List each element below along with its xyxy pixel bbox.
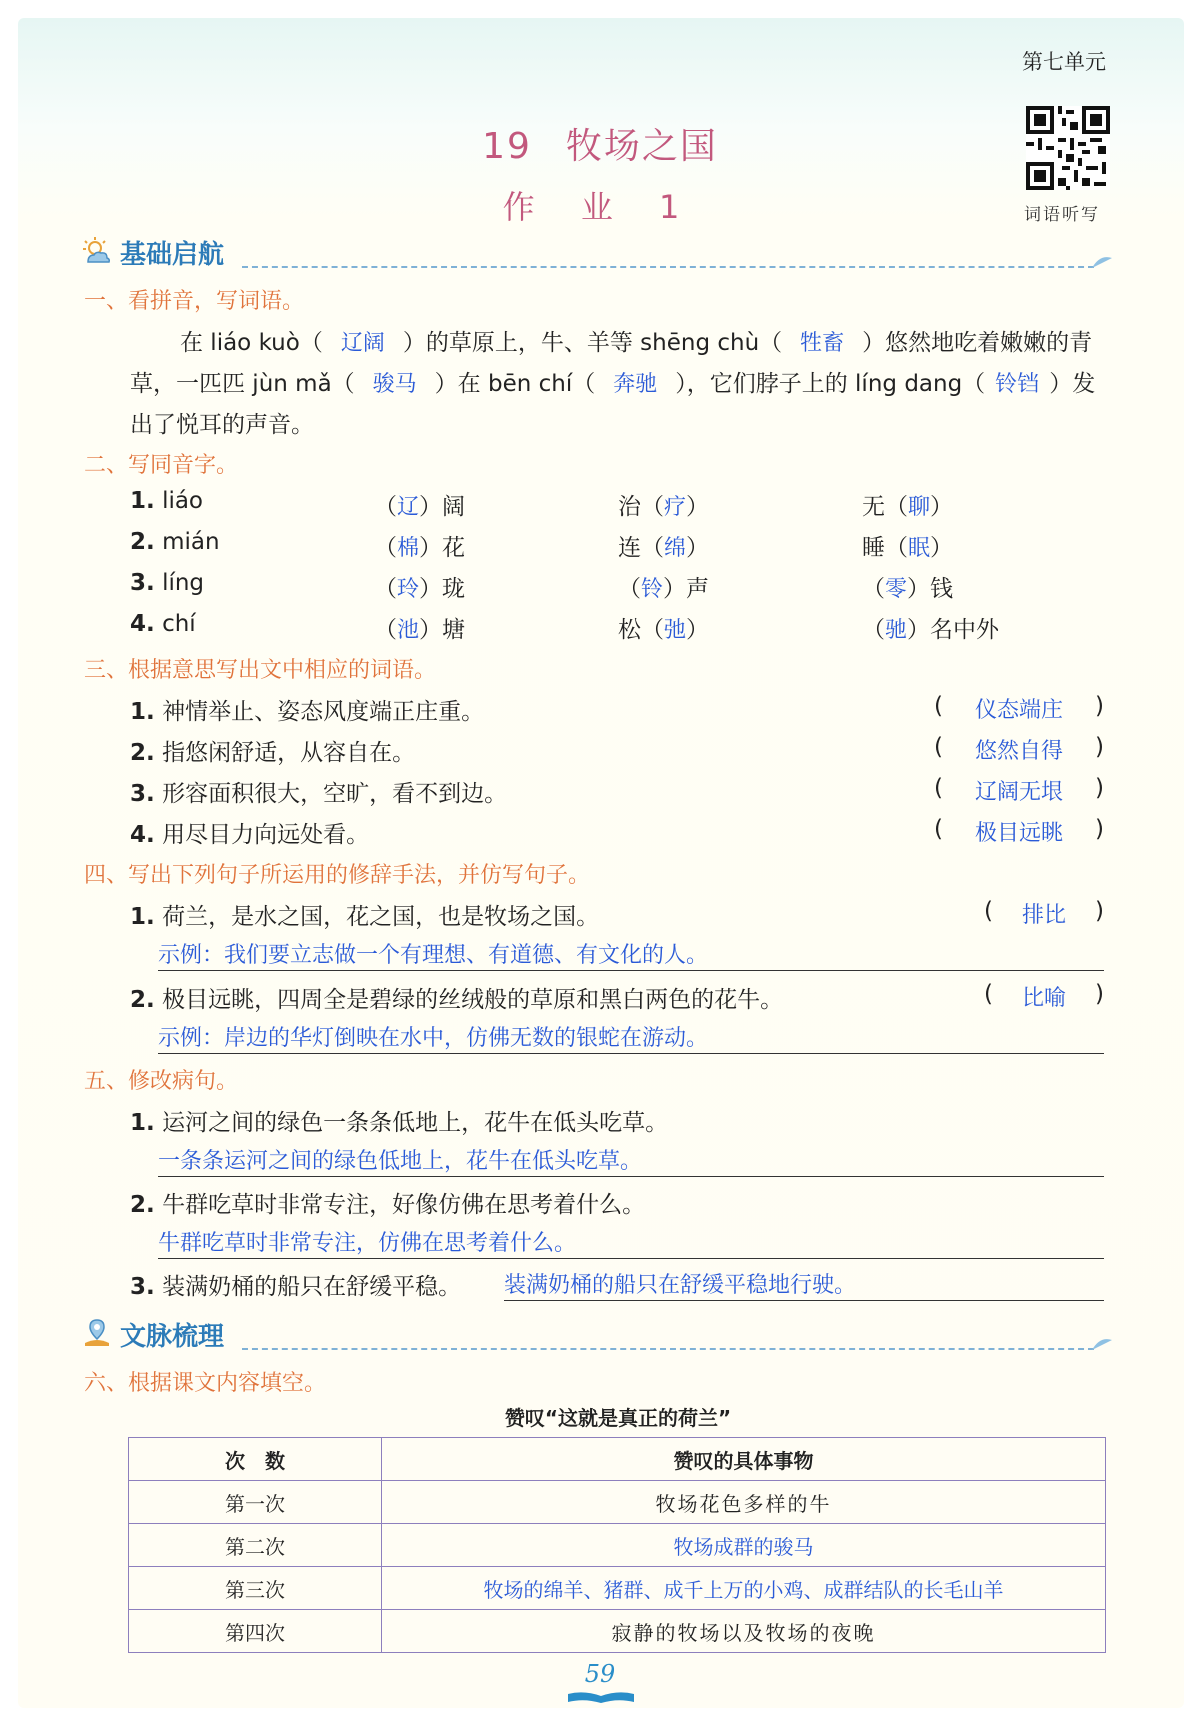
bracket: ）阔 (419, 494, 466, 520)
bracket: 连（ (618, 535, 664, 561)
bracket: 松（ (618, 617, 664, 643)
q1-line-2 (130, 365, 1095, 398)
q5-item (130, 1104, 668, 1137)
table-cell-time: 第四次 (129, 1610, 382, 1653)
q2-answer: 棉 (397, 536, 420, 561)
section-structure-title: 文脉梳理 (120, 1322, 225, 1352)
table-cell-answer: 牧场成群的骏马 (382, 1524, 1106, 1567)
item-number: 1. (130, 699, 155, 725)
item-number: 1. (130, 488, 155, 514)
q4-example: 示例：岸边的华灯倒映在水中，仿佛无数的银蛇在游动。 (158, 1021, 1104, 1054)
homework-title: 作 业 1 (502, 188, 698, 226)
q3-item (130, 693, 484, 726)
q1-line-3: 出了悦耳的声音。 (130, 412, 314, 438)
q4-item (130, 898, 599, 931)
q1-text: ）发 (1049, 371, 1096, 397)
q2-cell (618, 570, 709, 603)
section-divider (242, 1348, 1094, 1350)
page-number: 59 (584, 1660, 616, 1688)
section-divider (242, 266, 1094, 268)
q2-cell (374, 570, 465, 603)
pinyin: chí (162, 611, 196, 637)
bracket: ） (930, 494, 954, 520)
table-header-cell: 次 数 (129, 1438, 382, 1481)
q3-prompt: 指悠闲舒适，从容自在。 (162, 740, 416, 766)
pinyin: líng (162, 570, 205, 596)
q2-answer: 疗 (664, 495, 687, 520)
bracket-open: ( (934, 734, 943, 760)
bracket: 治（ (618, 494, 664, 520)
bracket: （ (374, 535, 397, 561)
q3-prompt: 用尽目力向远处看。 (162, 822, 370, 848)
item-number: 1. (130, 904, 155, 930)
sun-cloud-icon (82, 236, 112, 266)
q2-answer: 零 (885, 577, 908, 602)
q2-row (130, 488, 203, 514)
q3-item (130, 816, 369, 849)
bracket: ） (686, 494, 710, 520)
table-title: 赞叹“这就是真正的荷兰” (504, 1406, 732, 1430)
q1-answer-4: 奔驰 (613, 372, 658, 397)
bracket: （ (374, 494, 397, 520)
qr-code-icon[interactable] (1026, 106, 1110, 190)
q3-item (130, 775, 507, 808)
bracket: （ (862, 576, 885, 602)
q5-answer: 一条条运河之间的绿色低地上，花牛在低头吃草。 (158, 1144, 1104, 1177)
q1-text: 在 liáo kuò（ (180, 330, 323, 356)
bracket: ） (686, 617, 710, 643)
bracket: ）名中外 (907, 617, 1000, 643)
q5-sentence: 装满奶桶的船只在舒缓平稳。 (162, 1274, 462, 1300)
bracket-close: ) (1095, 816, 1104, 842)
table-header-cell: 赞叹的具体事物 (382, 1438, 1106, 1481)
q3-answer: 极目远眺 (974, 821, 1063, 846)
q5-answer: 装满奶桶的船只在舒缓平稳地行驶。 (504, 1268, 1104, 1301)
q4-answer-box (984, 898, 1104, 929)
bracket-open: ( (934, 775, 943, 801)
q2-cell (862, 488, 953, 521)
q5-item (130, 1268, 461, 1301)
table-row (129, 1481, 1106, 1524)
bracket: ） (930, 535, 954, 561)
q3-prompt: 形容面积很大，空旷，看不到边。 (162, 781, 508, 807)
q1-text: 草，一匹匹 jùn mǎ（ (130, 371, 355, 397)
bracket-open: ( (984, 898, 993, 924)
q4-sentence: 荷兰，是水之国，花之国，也是牧场之国。 (162, 904, 600, 930)
table-cell-time: 第一次 (129, 1481, 382, 1524)
item-number: 4. (130, 822, 155, 848)
bracket-close: ) (1095, 734, 1104, 760)
q1-text: ）在 bēn chí（ (434, 371, 596, 397)
q1-line-1 (180, 324, 1092, 357)
q5-answer: 牛群吃草时非常专注，仿佛在思考着什么。 (158, 1226, 1104, 1259)
q2-answer: 眠 (908, 536, 931, 561)
q2-answer: 铃 (641, 577, 664, 602)
bracket: ）珑 (419, 576, 466, 602)
bracket: 无（ (862, 494, 908, 520)
section-basic-title: 基础启航 (120, 240, 225, 270)
q2-answer: 玲 (397, 577, 420, 602)
bracket: （ (862, 617, 885, 643)
q2-answer: 池 (397, 618, 420, 643)
bracket: ） (686, 535, 710, 561)
bracket-close: ) (1095, 981, 1104, 1007)
item-number: 3. (130, 781, 155, 807)
leaf-icon (1090, 1336, 1114, 1352)
q2-answer: 弛 (664, 618, 687, 643)
item-number: 3. (130, 570, 155, 596)
bracket-close: ) (1095, 693, 1104, 719)
q1-text: ）的草原上，牛、羊等 shēng chù（ (402, 330, 783, 356)
q3-answer: 悠然自得 (974, 739, 1063, 764)
q4-title: 四、写出下列句子所运用的修辞手法，并仿写句子。 (84, 863, 591, 888)
q2-answer: 绵 (664, 536, 687, 561)
lesson-title (0, 118, 1200, 169)
bracket: ）塘 (419, 617, 466, 643)
bracket-close: ) (1095, 775, 1104, 801)
q5-sentence: 运河之间的绿色一条条低地上，花牛在低头吃草。 (162, 1110, 669, 1136)
q4-answer: 排比 (1021, 903, 1066, 928)
q4-sentence: 极目远眺，四周全是碧绿的丝绒般的草原和黑白两色的花牛。 (162, 987, 784, 1013)
q2-cell (862, 529, 953, 562)
q2-cell (618, 488, 709, 521)
q1-text: ）悠然地吃着嫩嫩的青 (862, 330, 1093, 356)
pinyin: liáo (162, 488, 204, 514)
q1-answer-2: 牲畜 (800, 331, 845, 356)
table-cell-thing: 牧场花色多样的牛 (382, 1481, 1106, 1524)
q3-item (130, 734, 415, 767)
q3-answer-box (934, 693, 1104, 724)
q1-answer-1: 辽阔 (340, 331, 385, 356)
bracket: （ (618, 576, 641, 602)
q2-cell (374, 611, 465, 644)
q2-cell (862, 570, 953, 603)
table-cell-time: 第二次 (129, 1524, 382, 1567)
bracket: ）声 (663, 576, 710, 602)
book-icon (566, 1690, 636, 1704)
bracket: （ (374, 576, 397, 602)
bracket: ）花 (419, 535, 466, 561)
table-cell-time: 第三次 (129, 1567, 382, 1610)
q5-sentence: 牛群吃草时非常专注，好像仿佛在思考着什么。 (162, 1192, 646, 1218)
item-number: 2. (130, 1192, 155, 1218)
unit-label: 第七单元 (1022, 50, 1106, 74)
leaf-icon (1090, 254, 1114, 270)
lesson-name: 牧场之国 (565, 126, 718, 167)
bracket-open: ( (984, 981, 993, 1007)
bracket-open: ( (934, 693, 943, 719)
bracket: ）钱 (907, 576, 954, 602)
q3-answer-box (934, 775, 1104, 806)
q2-cell (862, 611, 999, 644)
q3-prompt: 神情举止、姿态风度端正庄重。 (162, 699, 485, 725)
pinyin: mián (162, 529, 220, 555)
table-header-row (129, 1438, 1106, 1481)
bracket: 睡（ (862, 535, 908, 561)
map-pin-icon (82, 1318, 112, 1348)
item-number: 3. (130, 1274, 155, 1300)
q6-title: 六、根据课文内容填空。 (84, 1371, 327, 1396)
q2-row (130, 611, 196, 637)
item-number: 1. (130, 1110, 155, 1136)
q2-answer: 辽 (397, 495, 420, 520)
q2-cell (618, 611, 709, 644)
q4-example: 示例：我们要立志做一个有理想、有道德、有文化的人。 (158, 938, 1104, 971)
q1-title: 一、看拼音，写词语。 (84, 289, 305, 314)
bracket-close: ) (1095, 898, 1104, 924)
q2-title: 二、写同音字。 (84, 453, 239, 478)
q5-title: 五、修改病句。 (84, 1069, 239, 1094)
q2-row (130, 570, 204, 596)
q3-answer: 辽阔无垠 (974, 780, 1063, 805)
q3-title: 三、根据意思写出文中相应的词语。 (84, 658, 437, 683)
table-row (129, 1610, 1106, 1653)
table-row (129, 1524, 1106, 1567)
table-cell-thing: 寂静的牧场以及牧场的夜晚 (382, 1610, 1106, 1653)
q4-answer: 比喻 (1021, 986, 1066, 1011)
q2-answer: 驰 (885, 618, 908, 643)
q1-answer-5: 铃铛 (995, 372, 1040, 397)
table-cell-answer: 牧场的绵羊、猪群、成千上万的小鸡、成群结队的长毛山羊 (382, 1567, 1106, 1610)
q3-answer-box (934, 734, 1104, 765)
item-number: 2. (130, 529, 155, 555)
q4-item (130, 981, 783, 1014)
praise-table (128, 1437, 1106, 1653)
q4-answer-box (984, 981, 1104, 1012)
q2-cell (374, 488, 465, 521)
q3-answer: 仪态端庄 (974, 698, 1063, 723)
item-number: 2. (130, 740, 155, 766)
q2-row (130, 529, 220, 555)
q3-answer-box (934, 816, 1104, 847)
bracket: （ (374, 617, 397, 643)
item-number: 4. (130, 611, 155, 637)
lesson-number: 19 (482, 126, 532, 167)
q5-item (130, 1186, 645, 1219)
item-number: 2. (130, 987, 155, 1013)
q2-cell (374, 529, 465, 562)
table-row (129, 1567, 1106, 1610)
q2-answer: 聊 (908, 495, 931, 520)
q1-answer-3: 骏马 (372, 372, 417, 397)
qr-caption: 词语听写 (1024, 205, 1100, 225)
q1-text: ），它们脖子上的 líng dang（ (675, 371, 986, 397)
bracket-open: ( (934, 816, 943, 842)
q2-cell (618, 529, 709, 562)
